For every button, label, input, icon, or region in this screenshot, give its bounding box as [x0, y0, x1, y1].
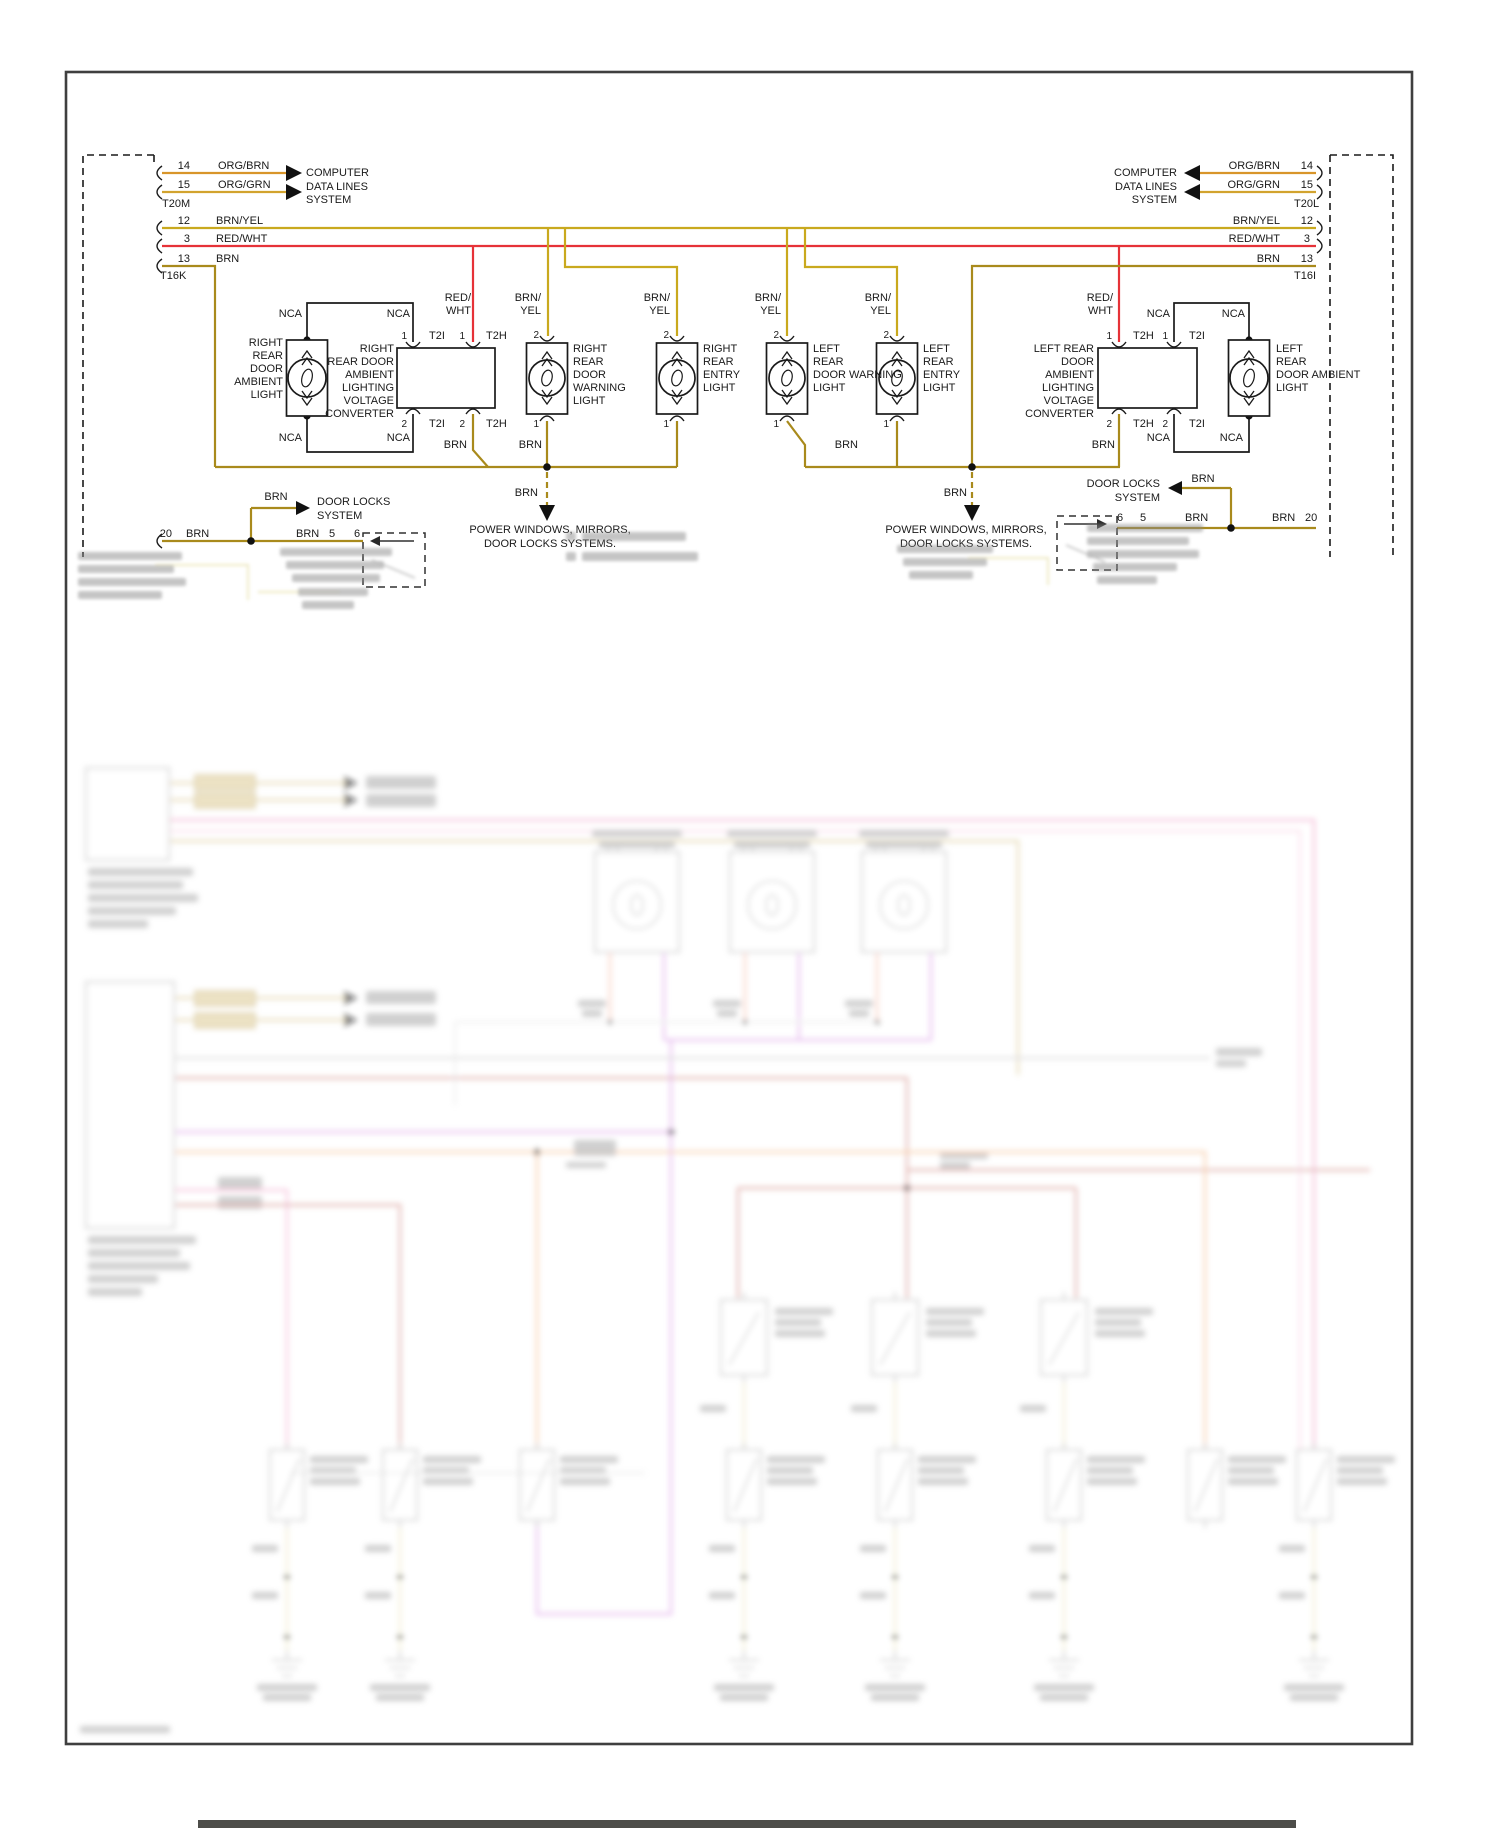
r-brn-b: BRN [1091, 439, 1115, 451]
r-conv-1: LEFT REAR [1033, 343, 1094, 355]
l-amb-3: DOOR [250, 363, 283, 375]
l-ent-p2: 2 [663, 330, 669, 341]
l-warn-p2: 2 [533, 330, 539, 341]
l-nca-tl: NCA [278, 308, 302, 320]
l-conv-6: CONVERTER [325, 408, 394, 420]
r-wire12: BRN/YEL [1232, 215, 1280, 227]
l-conv-t2i-top: T2I [429, 330, 445, 342]
left-connector-t20m: T20M [162, 198, 191, 210]
l-ent-by1: BRN/ [643, 292, 670, 304]
r-warn-2: REAR [813, 356, 844, 368]
l-conv-t2h-bot: T2H [486, 418, 507, 430]
left-connector-t16k: T16K [160, 270, 187, 282]
r-ent-3: ENTRY [923, 369, 961, 381]
r-conv-5: VOLTAGE [1043, 395, 1094, 407]
l-conv-pin2b: 2 [459, 419, 465, 430]
blurred-diagram-id [80, 1726, 170, 1733]
l-conv-4: LIGHTING [342, 382, 394, 394]
l-warn-2: REAR [573, 356, 604, 368]
r-ent-p1: 1 [883, 419, 889, 430]
r-rail-5: 5 [1139, 512, 1147, 524]
r-amb-1: LEFT [1276, 343, 1303, 355]
l-ent-3: ENTRY [703, 369, 741, 381]
r-nca-br: NCA [1219, 432, 1243, 444]
left-pin15: 15 [177, 179, 190, 191]
r-warn-3: DOOR WARNING [813, 369, 902, 381]
right-rear-door-warning-light-symbol [527, 336, 568, 421]
r-connector-t16i: T16I [1294, 270, 1317, 282]
r-wire20: BRN [1272, 512, 1296, 524]
r-ent-by2: YEL [870, 305, 891, 317]
r-dl-2: SYSTEM [1114, 492, 1160, 504]
l-nca-bl: NCA [278, 432, 302, 444]
l-dl-1: DOOR LOCKS [317, 496, 391, 508]
l-conv-t2h-top: T2H [486, 330, 507, 342]
l-conv-t2i-bot: T2I [429, 418, 445, 430]
r-conv-t2i-bot: T2I [1189, 418, 1205, 430]
r-wire13: BRN [1256, 253, 1280, 265]
r-amb-4: LIGHT [1276, 382, 1309, 394]
l-ent-1: RIGHT [703, 343, 738, 355]
left-rear-door-warning-light-symbol [767, 336, 808, 421]
r-warn-by1: BRN/ [754, 292, 781, 304]
r-pin12: 12 [1300, 215, 1313, 227]
right-rear-door-converter-symbol [397, 342, 495, 414]
r-rail-brn: BRN [1185, 512, 1209, 524]
r-conv-t2h-top: T2H [1133, 330, 1154, 342]
r-ent-by1: BRN/ [864, 292, 891, 304]
l-rail-5: 5 [328, 528, 336, 540]
l-rail-brn: BRN [296, 528, 320, 540]
l-conv-5: VOLTAGE [343, 395, 394, 407]
left-wire14-label: ORG/BRN [218, 160, 270, 172]
r-ent-4: LIGHT [923, 382, 956, 394]
r-connector-t20l: T20L [1294, 198, 1320, 210]
l-conv-pin2a: 2 [401, 419, 407, 430]
l-conv-pin1b: 1 [459, 331, 465, 342]
r-amb-3: DOOR AMBIENT [1276, 369, 1361, 381]
l-dl-2: SYSTEM [317, 510, 363, 522]
r-brn-a: BRN [834, 439, 858, 451]
l-amb-2: REAR [252, 350, 283, 362]
l-nca-br: NCA [386, 432, 410, 444]
r-ent-p2: 2 [883, 330, 889, 341]
r-pin20: 20 [1305, 512, 1318, 524]
l-amb-5: LIGHT [250, 389, 283, 401]
r-nca-tl: NCA [1146, 308, 1170, 320]
left-wire3-label: RED/WHT [216, 233, 268, 245]
left-pin12: 12 [177, 215, 190, 227]
l-pw-brn: BRN [514, 487, 538, 499]
r-dl-1: DOOR LOCKS [1086, 478, 1160, 490]
l-conv-2: REAR DOOR [327, 356, 394, 368]
l-ent-by2: YEL [649, 305, 670, 317]
l-amb-4: AMBIENT [234, 376, 283, 388]
l-conv-1: RIGHT [359, 343, 394, 355]
r-conv-pin2b: 2 [1162, 419, 1168, 430]
r-wire15: ORG/GRN [1227, 179, 1280, 191]
left-rear-door-converter-symbol [1098, 342, 1197, 414]
r-pw-2: DOOR LOCKS SYSTEMS. [899, 538, 1033, 550]
r-warn-p2: 2 [773, 330, 779, 341]
left-pin3: 3 [183, 233, 190, 245]
left-rear-door-ambient-light-symbol [1229, 340, 1270, 416]
l-wire20: BRN [186, 528, 210, 540]
r-ent-2: REAR [923, 356, 954, 368]
r-conv-3: AMBIENT [1045, 369, 1094, 381]
r-pin3: 3 [1303, 233, 1310, 245]
r-wire14: ORG/BRN [1228, 160, 1280, 172]
r-conv-t2i-top: T2I [1189, 330, 1205, 342]
r-warn-p1: 1 [773, 419, 779, 430]
l-rail-6: 6 [353, 528, 361, 540]
r-computer-2: DATA LINES [1115, 181, 1177, 193]
r-warn-1: LEFT [813, 343, 840, 355]
r-conv-pin2a: 2 [1106, 419, 1112, 430]
r-pw-brn: BRN [943, 487, 967, 499]
r-computer-1: COMPUTER [1114, 167, 1177, 179]
left-pin14: 14 [177, 160, 190, 172]
l-redwht-2: WHT [445, 305, 471, 317]
l-dl-brn: BRN [264, 491, 288, 503]
left-wire13-label: BRN [216, 253, 240, 265]
r-warn-4: LIGHT [813, 382, 846, 394]
r-computer-3: SYSTEM [1131, 194, 1177, 206]
l-warn-1: RIGHT [573, 343, 608, 355]
l-warn-p1: 1 [533, 419, 539, 430]
l-brn-b: BRN [518, 439, 542, 451]
left-computer-line1: COMPUTER [306, 167, 369, 179]
l-pin20: 20 [159, 528, 172, 540]
l-pw-1: POWER WINDOWS, MIRRORS, [469, 524, 631, 536]
r-conv-pin1a: 1 [1106, 331, 1112, 342]
l-pw-2: DOOR LOCKS SYSTEMS. [483, 538, 617, 550]
l-nca-tr: NCA [386, 308, 410, 320]
left-computer-line2: DATA LINES [306, 181, 368, 193]
l-warn-by2: YEL [520, 305, 541, 317]
r-conv-4: LIGHTING [1042, 382, 1094, 394]
r-nca-bl: NCA [1146, 432, 1170, 444]
left-wire15-label: ORG/GRN [218, 179, 271, 191]
r-pin15: 15 [1300, 179, 1313, 191]
right-rear-entry-light-symbol [657, 336, 698, 421]
l-conv-pin1a: 1 [401, 331, 407, 342]
r-warn-by2: YEL [760, 305, 781, 317]
l-amb-1: RIGHT [248, 337, 283, 349]
l-ent-2: REAR [703, 356, 734, 368]
r-rail-6: 6 [1116, 512, 1124, 524]
r-wire3: RED/WHT [1228, 233, 1280, 245]
r-conv-6: CONVERTER [1025, 408, 1094, 420]
l-conv-3: AMBIENT [345, 369, 394, 381]
l-redwht-1: RED/ [444, 292, 471, 304]
left-computer-line3: SYSTEM [306, 194, 352, 206]
l-warn-5: LIGHT [573, 395, 606, 407]
r-conv-2: DOOR [1061, 356, 1094, 368]
r-nca-tr: NCA [1221, 308, 1245, 320]
l-ent-4: LIGHT [703, 382, 736, 394]
r-conv-pin1b: 1 [1162, 331, 1168, 342]
r-pin14: 14 [1300, 160, 1313, 172]
l-warn-3: DOOR [573, 369, 606, 381]
l-brn-a: BRN [443, 439, 467, 451]
l-warn-by1: BRN/ [514, 292, 541, 304]
r-dl-brn: BRN [1191, 473, 1215, 485]
r-redwht-2: WHT [1087, 305, 1113, 317]
r-amb-2: REAR [1276, 356, 1307, 368]
r-pw-1: POWER WINDOWS, MIRRORS, [885, 524, 1047, 536]
l-ent-p1: 1 [663, 419, 669, 430]
left-pin13: 13 [177, 253, 190, 265]
right-rear-door-ambient-light-symbol [287, 340, 328, 416]
bottom-dark-strip [198, 1820, 1296, 1828]
r-ent-1: LEFT [923, 343, 950, 355]
l-warn-4: WARNING [573, 382, 626, 394]
r-conv-t2h-bot: T2H [1133, 418, 1154, 430]
r-redwht-1: RED/ [1086, 292, 1113, 304]
r-pin13: 13 [1300, 253, 1313, 265]
left-wire12-label: BRN/YEL [216, 215, 264, 227]
